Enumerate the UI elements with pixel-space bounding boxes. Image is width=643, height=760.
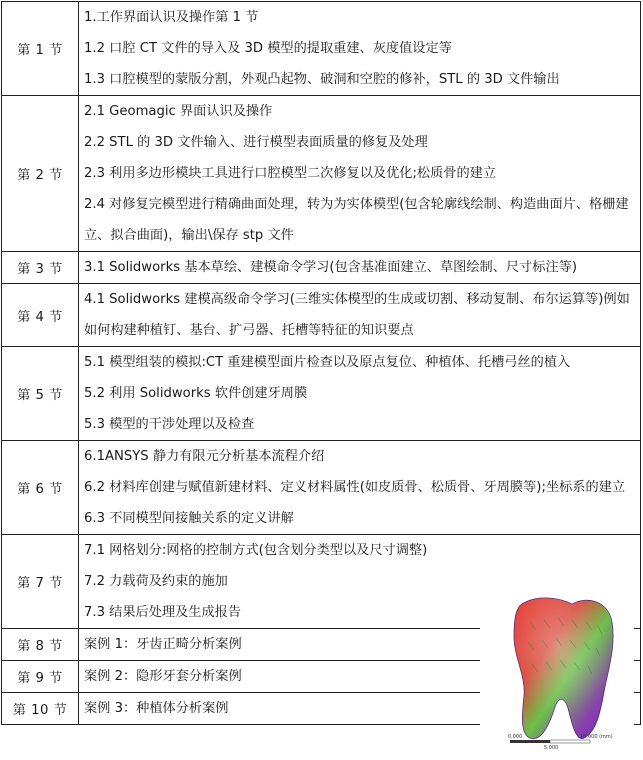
lesson-item: 案例 3：种植体分析案例: [84, 701, 229, 716]
section-label: 第 3 节: [2, 252, 79, 284]
section-content: [79, 347, 641, 441]
section-content: [79, 96, 641, 252]
section-content: [79, 252, 641, 284]
lesson-item: 案例 2：隐形牙套分析案例: [84, 669, 242, 684]
section-row: [2, 252, 641, 284]
lesson-item: 4.1 Solidworks 建模高级命令学习(三维实体模型的生成或切割、移动复制、布尔运算等)例如如何构建种植钉、基台、扩弓器、托槽等特征的知识要点: [84, 292, 630, 338]
section-label: 第 10 节: [2, 693, 79, 725]
lesson-item: 3.1 Solidworks 基本草绘、建模命令学习(包含基准面建立、草图绘制、尺寸标注等): [84, 260, 578, 275]
lesson-item: 5.1 模型组装的模拟:CT 重建模型面片检查以及原点复位、种植体、托槽弓丝的植入: [84, 355, 571, 370]
section-label: 第 7 节: [2, 535, 79, 629]
lesson-item: 2.1 Geomagic 界面认识及操作: [84, 104, 273, 119]
section-label: 第 9 节: [2, 661, 79, 693]
lesson-item: 2.3 利用多边形模块工具进行口腔模型二次修复以及优化;松质骨的建立: [84, 166, 497, 181]
lesson-item: 5.3 模型的干涉处理以及检查: [84, 417, 255, 432]
scale-label-5: 5.000: [544, 745, 559, 751]
section-content: [79, 284, 641, 347]
lesson-item: 2.2 STL 的 3D 文件输入、进行模型表面质量的修复及处理: [84, 135, 428, 150]
section-content: [79, 441, 641, 535]
lesson-item: 1.2 口腔 CT 文件的导入及 3D 模型的提取重建、灰度值设定等: [84, 41, 452, 56]
scale-bar: [508, 734, 613, 751]
lesson-item: 6.1ANSYS 静力有限元分析基本流程介绍: [84, 449, 325, 464]
section-label: 第 6 节: [2, 441, 79, 535]
section-label: 第 5 节: [2, 347, 79, 441]
lesson-item: 7.1 网格划分:网格的控制方式(包含划分类型以及尺寸调整): [84, 543, 428, 558]
tooth-stress-figure: [480, 592, 634, 755]
lesson-item: 7.3 结果后处理及生成报告: [84, 605, 242, 620]
section-label: 第 4 节: [2, 284, 79, 347]
lesson-item: 6.2 材料库创建与赋值新建材料、定义材料属性(如皮质骨、松质骨、牙周膜等);坐标系的建立: [84, 480, 626, 495]
scale-label-10: 10.000 (mm): [580, 734, 613, 740]
section-row: [2, 284, 641, 347]
section-content: [79, 2, 641, 96]
lesson-item: 2.4 对修复完模型进行精确曲面处理，转为为实体模型(包含轮廓线绘制、构造曲面片、格栅建立、拟合曲面)，输出\保存 stp 文件: [84, 197, 629, 243]
section-row: [2, 2, 641, 96]
section-row: [2, 96, 641, 252]
section-label: 第 8 节: [2, 629, 79, 661]
lesson-item: 7.2 力载荷及约束的施加: [84, 574, 228, 589]
section-row: [2, 347, 641, 441]
scale-label-0: 0.000: [508, 734, 523, 740]
section-label: 第 1 节: [2, 2, 79, 96]
lesson-item: 6.3 不同模型间接触关系的定义讲解: [84, 511, 294, 526]
lesson-item: 案例 1：牙齿正畸分析案例: [84, 637, 242, 652]
tooth-model-image: [480, 592, 634, 755]
section-row: [2, 441, 641, 535]
lesson-item: 1.工作界面认识及操作第 1 节: [84, 10, 259, 25]
section-label: 第 2 节: [2, 96, 79, 252]
lesson-item: 1.3 口腔模型的蒙版分割，外观凸起物、破洞和空腔的修补，STL 的 3D 文件输出: [84, 72, 560, 87]
lesson-item: 5.2 利用 Solidworks 软件创建牙周膜: [84, 386, 308, 401]
